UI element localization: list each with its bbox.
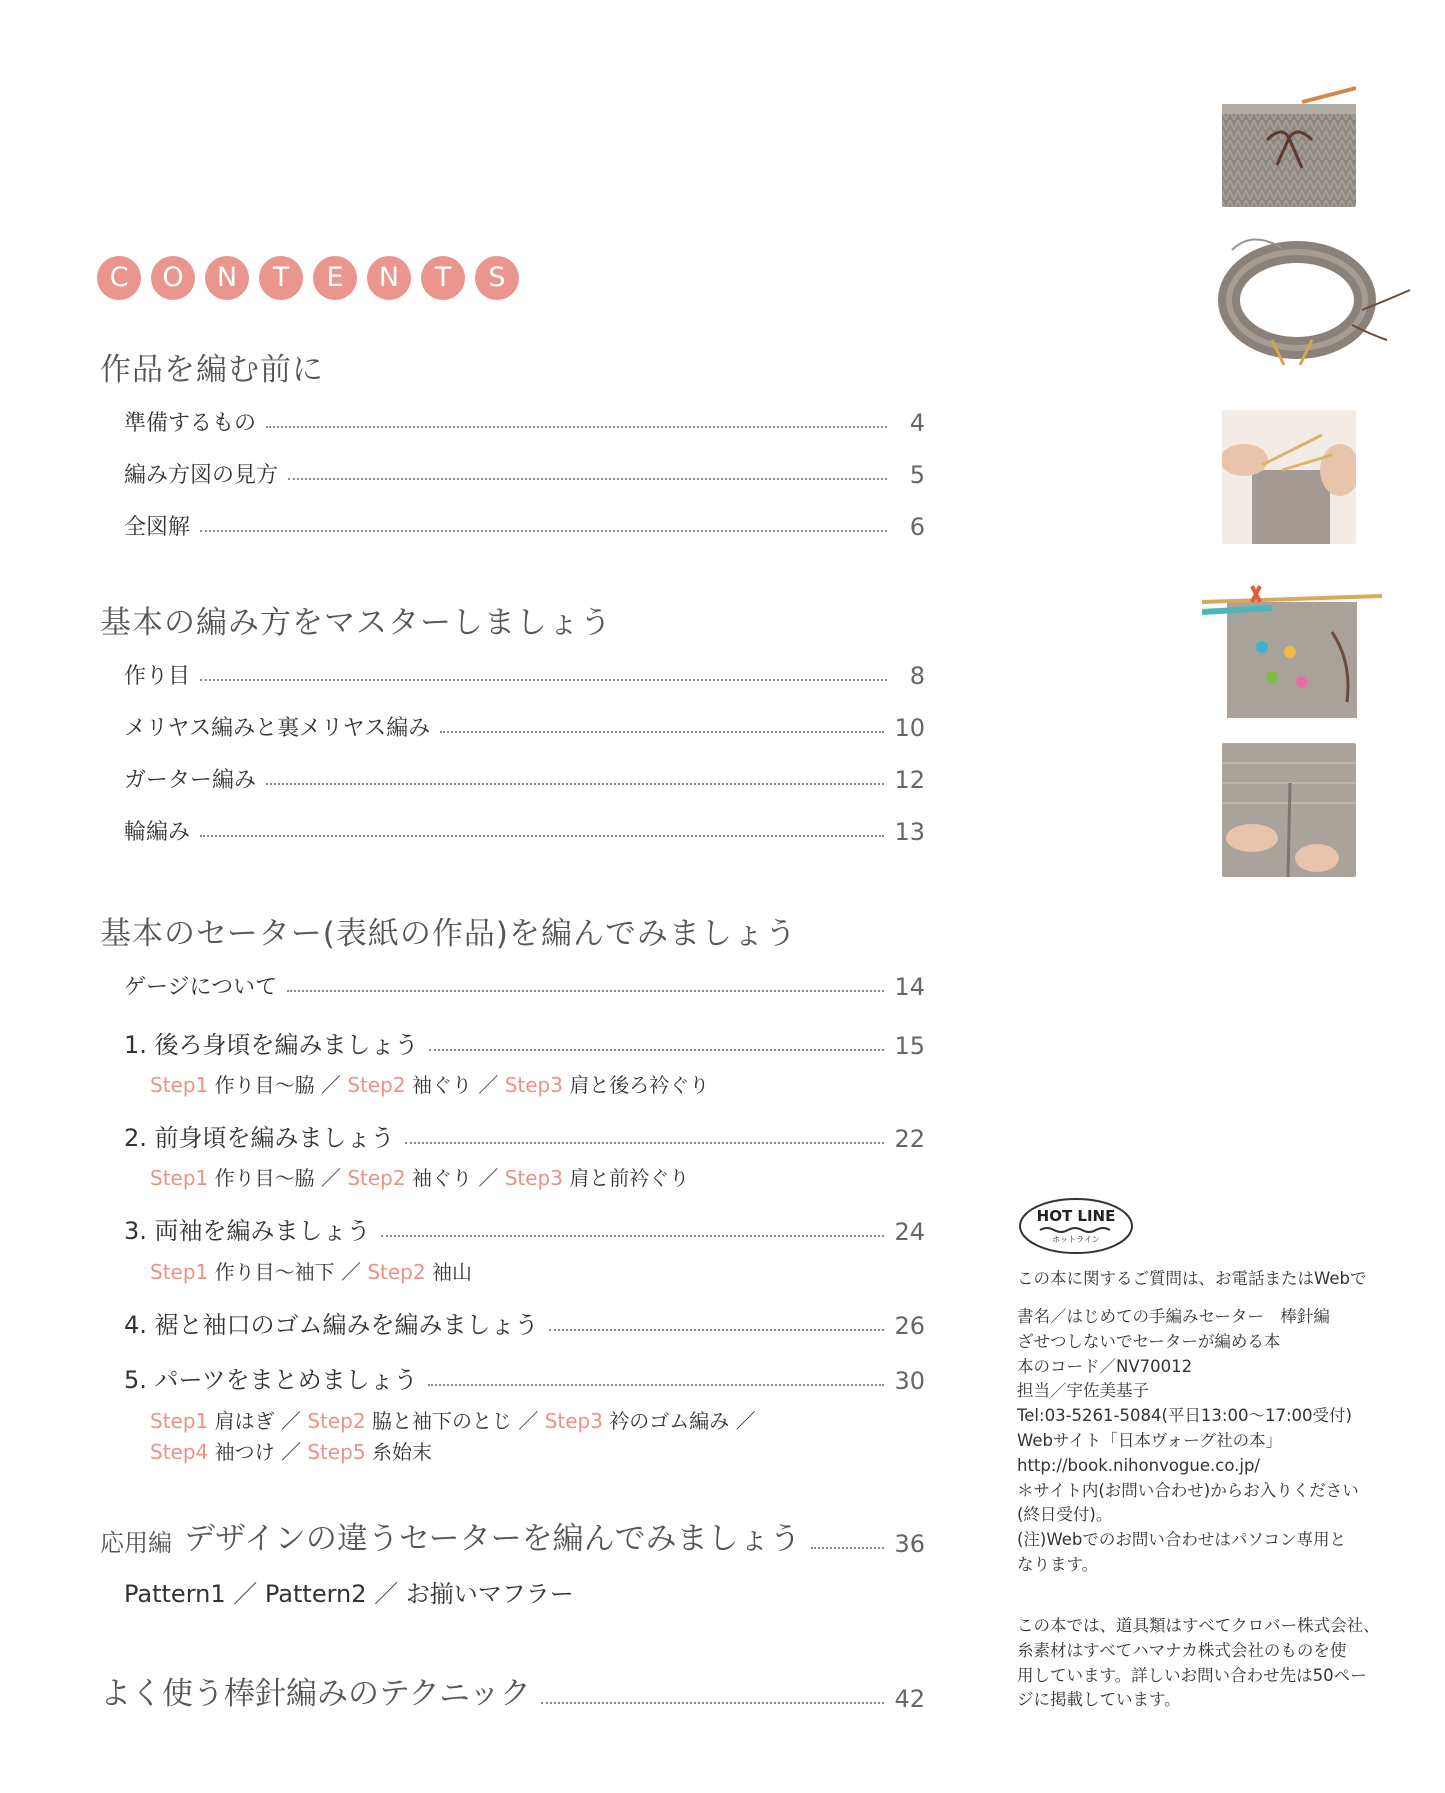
dot-leader <box>429 1049 885 1051</box>
toc-entry-label: 輪編み <box>124 820 191 845</box>
step-text: 糸始末 <box>371 1440 432 1464</box>
step-text: 作り目〜脇 <box>214 1166 315 1190</box>
step-tag: Step1 <box>150 1073 209 1097</box>
section-heading-techniques: よく使う棒針編みのテクニック <box>100 1676 531 1712</box>
step-separator: ／ <box>280 1440 301 1464</box>
section-heading-before-knitting: 作品を編む前に <box>100 352 324 388</box>
toc-entry[interactable] <box>124 510 925 541</box>
step-tag: Step1 <box>150 1166 209 1190</box>
pattern-separator: ／ <box>233 1580 258 1608</box>
toc-entry-label: ゲージについて <box>124 975 278 1000</box>
toc-entry-page: 14 <box>894 973 925 1001</box>
section-prefix: 応用編 <box>100 1529 172 1557</box>
toc-entry-page: 13 <box>894 818 925 846</box>
toc-entry-label: メリヤス編みと裏メリヤス編み <box>124 716 431 741</box>
step-separator: ／ <box>478 1166 499 1190</box>
dot-leader <box>428 1384 885 1386</box>
knit-edge-with-ribbon-photo <box>1222 80 1356 207</box>
step-tag: Step4 <box>150 1440 209 1464</box>
step-list <box>150 1162 689 1191</box>
circular-needle-knit-photo <box>1212 230 1412 370</box>
toc-entry-page: 36 <box>894 1530 925 1558</box>
hotline-logo-subtext: ホットライン <box>1052 1235 1100 1244</box>
step-separator: ／ <box>320 1073 341 1097</box>
toc-entry-page: 22 <box>894 1125 925 1153</box>
toc-entry-page: 26 <box>894 1312 925 1340</box>
hotline-logo-text: HOT LINE <box>1036 1207 1116 1225</box>
contents-letter: N <box>367 256 411 300</box>
hands-knitting-photo <box>1222 410 1356 544</box>
supplier-note <box>1017 1614 1380 1713</box>
toc-entry[interactable] <box>124 659 925 690</box>
step-separator: ／ <box>735 1409 756 1433</box>
toc-entry[interactable] <box>124 763 925 794</box>
dot-leader <box>266 426 887 428</box>
dot-leader <box>287 990 884 992</box>
toc-entry-page: 10 <box>894 714 925 742</box>
toc-entry-label: 1. 後ろ身頃を編みましょう <box>124 1031 419 1059</box>
step-tag: Step3 <box>504 1166 563 1190</box>
step-separator: ／ <box>518 1409 539 1433</box>
supplier-note-line: 糸素材はすべてハマナカ株式会社のものを使 <box>1017 1640 1347 1660</box>
dot-leader <box>200 835 884 837</box>
step-text: 肩はぎ <box>214 1409 275 1433</box>
hands-seaming-photo <box>1222 743 1356 877</box>
step-text: 袖ぐり <box>411 1166 472 1190</box>
step-list <box>150 1069 709 1098</box>
dot-leader <box>288 478 887 480</box>
step-text: 袖ぐり <box>411 1073 472 1097</box>
hotline-line: http://book.nihonvogue.co.jp/ <box>1017 1455 1260 1475</box>
step-tag: Step5 <box>307 1440 366 1464</box>
step-list <box>150 1256 472 1285</box>
toc-entry-page: 12 <box>894 766 925 794</box>
contents-letter: O <box>151 256 195 300</box>
hotline-intro: この本に関するご質問は、お電話またはWebで <box>1017 1269 1367 1288</box>
hotline-line: (注)Webでのお問い合わせはパソコン専用と <box>1017 1530 1347 1550</box>
toc-entry-label: 3. 両袖を編みましょう <box>124 1217 371 1245</box>
dot-leader <box>405 1142 885 1144</box>
dot-leader <box>381 1235 885 1237</box>
contents-letter: C <box>97 256 141 300</box>
toc-entry-label: 編み方図の見方 <box>124 463 279 488</box>
hotline-line: (終日受付)。 <box>1017 1505 1113 1525</box>
step-tag: Step3 <box>504 1073 563 1097</box>
step-separator: ／ <box>340 1260 361 1284</box>
hotline-line: ざせつしないでセーターが編める本 <box>1017 1331 1281 1351</box>
step-separator: ／ <box>320 1166 341 1190</box>
toc-entry[interactable] <box>124 970 925 1001</box>
hotline-line: Webサイト「日本ヴォーグ社の本」 <box>1017 1430 1283 1450</box>
pattern-item: Pattern2 <box>264 1580 367 1608</box>
toc-entry-page: 30 <box>894 1367 925 1395</box>
toc-entry-page: 42 <box>894 1685 925 1713</box>
pattern-item: Pattern1 <box>124 1580 226 1608</box>
toc-entry-techniques[interactable] <box>100 1668 925 1713</box>
step-tag: Step2 <box>347 1073 406 1097</box>
contents-title <box>97 256 519 300</box>
hotline-details <box>1017 1305 1359 1578</box>
toc-entry-page: 24 <box>894 1218 925 1246</box>
hotline-logo <box>1018 1197 1134 1255</box>
toc-entry-page: 4 <box>909 409 925 437</box>
section-heading-basic-sweater: 基本のセーター(表紙の作品)を編んでみましょう <box>100 916 797 952</box>
step-text: 袖つけ <box>214 1440 275 1464</box>
toc-entry-page: 8 <box>909 662 925 690</box>
step-tag: Step3 <box>544 1409 603 1433</box>
toc-entry-page: 6 <box>909 513 925 541</box>
pattern-item: お揃いマフラー <box>405 1580 574 1608</box>
hotline-line: 担当／宇佐美基子 <box>1017 1381 1149 1401</box>
toc-entry-label: 2. 前身頃を編みましょう <box>124 1124 395 1152</box>
toc-entry[interactable] <box>124 815 925 846</box>
toc-entry[interactable] <box>124 1360 925 1395</box>
toc-entry-label: ガーター編み <box>124 768 257 793</box>
dot-leader <box>266 783 884 785</box>
toc-entry-label: 準備するもの <box>124 411 257 436</box>
hotline-line: 書名／はじめての手編みセーター 棒針編 <box>1017 1307 1330 1326</box>
toc-entry[interactable] <box>124 1305 925 1340</box>
hotline-line: Tel:03-5261-5084(平日13:00〜17:00受付) <box>1017 1406 1352 1426</box>
step-text: 衿のゴム編み <box>609 1409 730 1433</box>
step-separator: ／ <box>478 1073 499 1097</box>
dot-leader <box>200 679 887 681</box>
pattern-separator: ／ <box>374 1580 399 1608</box>
toc-entry[interactable] <box>124 1118 925 1153</box>
step-separator: ／ <box>280 1409 301 1433</box>
contents-letter: T <box>421 256 465 300</box>
dot-leader <box>440 731 884 733</box>
supplier-note-line: この本では、道具類はすべてクロバー株式会社、 <box>1017 1616 1380 1635</box>
pattern-list <box>124 1574 574 1609</box>
toc-entry[interactable] <box>124 1025 925 1060</box>
step-text: 袖山 <box>431 1260 472 1284</box>
toc-entry-page: 15 <box>894 1032 925 1060</box>
toc-entry-applied[interactable] <box>100 1513 925 1558</box>
cable-knit-with-markers-photo <box>1202 572 1382 722</box>
supplier-note-line: 用しています。詳しいお問い合わせ先は50ペー <box>1017 1665 1367 1685</box>
contents-letter: E <box>313 256 357 300</box>
contents-letter: S <box>475 256 519 300</box>
section-heading-basic-techniques: 基本の編み方をマスターしましょう <box>100 605 612 641</box>
toc-entry-label: 全図解 <box>124 515 191 540</box>
toc-entry-page: 5 <box>909 461 925 489</box>
dot-leader <box>811 1547 885 1549</box>
dot-leader <box>549 1329 885 1331</box>
toc-entry-label: 作り目 <box>124 664 191 689</box>
step-list <box>150 1436 432 1465</box>
step-text: 作り目〜袖下 <box>214 1260 335 1284</box>
contents-letter: N <box>205 256 249 300</box>
toc-entry[interactable] <box>124 711 925 742</box>
step-tag: Step2 <box>367 1260 426 1284</box>
step-tag: Step1 <box>150 1409 209 1433</box>
hotline-line: なります。 <box>1017 1554 1099 1574</box>
toc-entry[interactable] <box>124 1211 925 1246</box>
step-list <box>150 1405 756 1434</box>
step-text: 肩と後ろ衿ぐり <box>569 1073 710 1097</box>
contents-letter: T <box>259 256 303 300</box>
toc-entry-label: 5. パーツをまとめましょう <box>124 1366 418 1394</box>
hotline-line: 本のコード／NV70012 <box>1017 1356 1193 1376</box>
toc-entry[interactable] <box>124 406 925 437</box>
step-tag: Step2 <box>347 1166 406 1190</box>
step-text: 肩と前衿ぐり <box>569 1166 690 1190</box>
step-tag: Step2 <box>307 1409 366 1433</box>
section-heading-design-variations: デザインの違うセーターを編んでみましょう <box>184 1521 801 1557</box>
toc-entry-label: 4. 裾と袖口のゴム編みを編みましょう <box>124 1311 539 1339</box>
supplier-note-line: ジに掲載しています。 <box>1017 1690 1181 1710</box>
step-text: 作り目〜脇 <box>214 1073 315 1097</box>
dot-leader <box>541 1702 885 1704</box>
hotline-line: ＊サイト内(お問い合わせ)からお入りください <box>1017 1480 1359 1500</box>
toc-entry[interactable] <box>124 458 925 489</box>
step-tag: Step1 <box>150 1260 209 1284</box>
dot-leader <box>200 530 887 532</box>
step-text: 脇と袖下のとじ <box>371 1409 512 1433</box>
